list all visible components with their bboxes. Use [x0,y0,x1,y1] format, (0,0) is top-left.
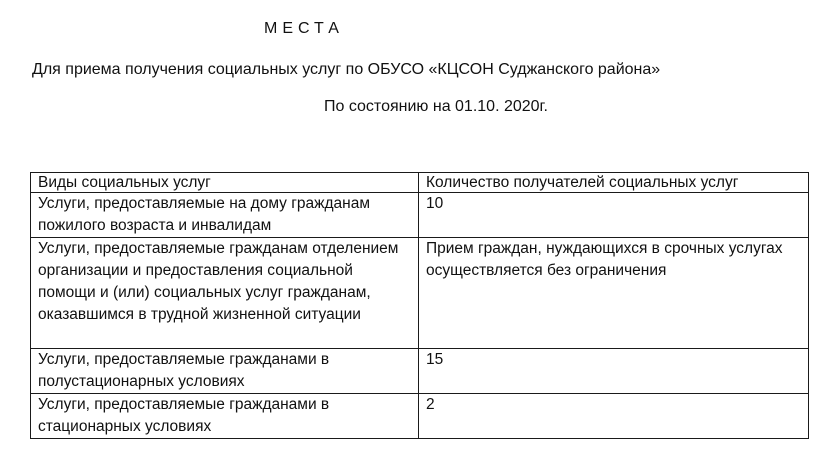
service-cell: Услуги, предоставляемые гражданами в стационарных условиях [31,394,419,439]
table-row [31,349,809,394]
count-cell: 10 [419,193,809,238]
count-cell: 15 [419,349,809,394]
table-row [31,238,809,349]
service-cell: Услуги, предоставляемые гражданами в полустационарных условиях [31,349,419,394]
table-row [31,193,809,238]
date-line: По состоянию на 01.10. 2020г. [324,98,548,115]
count-cell: 2 [419,394,809,439]
header-recipients-count: Количество получателей социальных услуг [419,173,809,193]
count-cell: Прием граждан, нуждающихся в срочных услугах осуществляется без ограничения [419,238,809,349]
header-service-type: Виды социальных услуг [31,173,419,193]
table-row [31,394,809,439]
document-title: МЕСТА [264,20,344,37]
document-subtitle: Для приема получения социальных услуг по ОБУСО «КЦСОН Суджанского района» [32,61,661,78]
services-table [30,172,809,439]
service-cell: Услуги, предоставляемые гражданам отделением организации и предоставления социальной помощи и (или) социальных услуг гражданам, оказавшимся в трудной жизненной ситуации [31,238,419,349]
table-header-row [31,173,809,193]
service-cell: Услуги, предоставляемые на дому гражданам пожилого возраста и инвалидам [31,193,419,238]
